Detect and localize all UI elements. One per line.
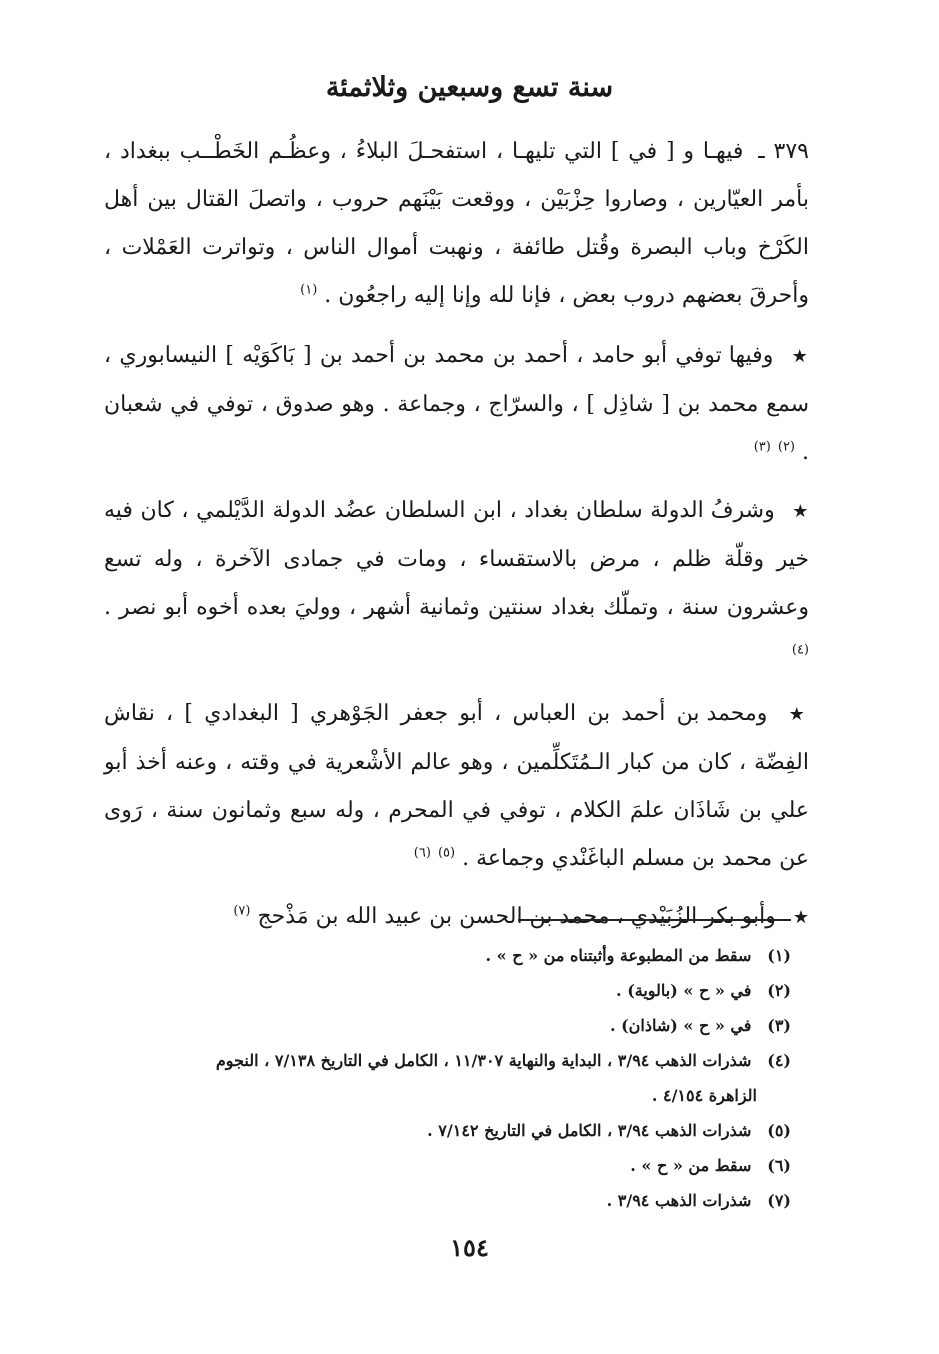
footnote-number: (٧) [767,1191,791,1210]
footnote-text: شذرات الذهب ٣/٩٤ ، الكامل في التاريخ ٧/١٤٢ . [427,1121,752,1140]
note-mark: (٣) [753,439,771,455]
footnotes [101,938,791,1218]
footnote-3 [101,1008,791,1043]
footnote-1 [101,938,791,973]
note-mark: (٧) [233,903,251,919]
footnote-number: (٥) [767,1121,791,1140]
entry-number: ٣٧٩ ـ [758,139,809,164]
star-icon: ★ [792,501,809,522]
star-icon: ★ [791,346,809,367]
star-icon: ★ [792,907,809,928]
footnote-number: (٢) [767,981,791,1000]
paragraph-text: وشرفُ الدولة سلطان بغداد ، ابن السلطان عضُد الدولة الدَّيْلمي ، كان فيه خير وقلّة ظلم ، مرض بالاستقساء ، ومات في جمادى الآخرة ، وله تسع وعشرون سنة ، وتملّك بغداد سنتين وثمانية أشهر ، ووليَ بعده أخوه أبو نصر . [104,498,809,620]
paragraph-text: فيهـا و [ في ] التي تليهـا ، استفحـلَ البلاءُ ، وعظُـم الخَطْــب ببغداد ، بأمر العيّارين ، وصاروا حِزْبَيْن ، ووقعت بَيْنَهم حروب ، واتصلَ القتال بين أهل الكَرْخ وباب البصرة وقُتل طائفة ، ونهبت أموال الناس ، وتواترت العَمْلات ، وأحرقَ بعضهم دروب بعض ، فإنا لله وإنا إليه راجعُون . [104,139,809,308]
note-mark: (٦) [413,845,431,861]
note-mark: (٤) [791,642,809,658]
footnote-number: (٦) [767,1156,791,1175]
entry-al-zubaydi [104,893,809,942]
footnote-4 [101,1043,791,1113]
entry-abu-hamid [104,332,809,477]
entry-al-jawhari [104,690,809,883]
paragraph-text: ومحمد بن أحمد بن العباس ، أبو جعفر الجَوْهري [ البغدادي ] ، نقاش الفِضّة ، كان من كبار الـمُتَكلِّمين ، وهو عالم الأشْعرية في وقته ، وعنه أخذ أبو علي بن شَاذَان علمَ الكلام ، توفي في المحرم ، وله سبع وثمانون سنة ، رَوى عن محمد بن مسلم الباغَنْدي وجماعة . [104,701,809,871]
footnote-5 [101,1113,791,1148]
paragraph-text: وفيها توفي أبو حامد ، أحمد بن محمد بن أحمد بن [ بَاكَوَيْه ] النيسابوري ، سمع محمد بن [ شاذِل ] ، والسرّاج ، وجماعة . وهو صدوق ، توفي في شعبان . [104,343,809,465]
entry-sharaf-al-dawla [104,487,809,680]
note-mark: (٢) [777,439,795,455]
footnote-text: في « ح » (شاذان) . [609,1016,752,1035]
footnote-2 [101,973,791,1008]
footnote-text: شذرات الذهب ٣/٩٤ . [606,1191,752,1210]
footnote-7 [101,1183,791,1218]
star-icon: ★ [788,704,809,725]
footnote-number: (٤) [767,1051,791,1070]
footnote-text: سقط من « ح » . [630,1156,752,1175]
footnote-continuation: الزاهرة ٤/١٥٤ . [651,1086,757,1105]
paragraph-text: وأبو بكر الزُبَيْدي ، محمد بن الحسن بن عبيد الله بن مَذْحج [257,904,776,929]
footnote-text: سقط من المطبوعة وأثبتناه من « ح » . [485,946,752,965]
note-mark: (٥) [437,845,456,861]
note-mark: (١) [300,282,318,298]
footnote-number: (١) [767,946,791,965]
footnote-divider [518,919,791,921]
page-title: سنة تسع وسبعين وثلاثمئة [325,72,614,103]
paragraph-379 [104,128,809,320]
footnote-number: (٣) [767,1016,791,1035]
page-number: ١٥٤ [450,1233,489,1262]
footnote-text: شذرات الذهب ٣/٩٤ ، البداية والنهاية ١١/٣٠٧ ، الكامل في التاريخ ٧/١٣٨ ، النجوم [215,1051,752,1070]
footnote-text: في « ح » (بالوية) . [616,981,752,1000]
footnote-6 [101,1148,791,1183]
body-text [104,128,809,952]
